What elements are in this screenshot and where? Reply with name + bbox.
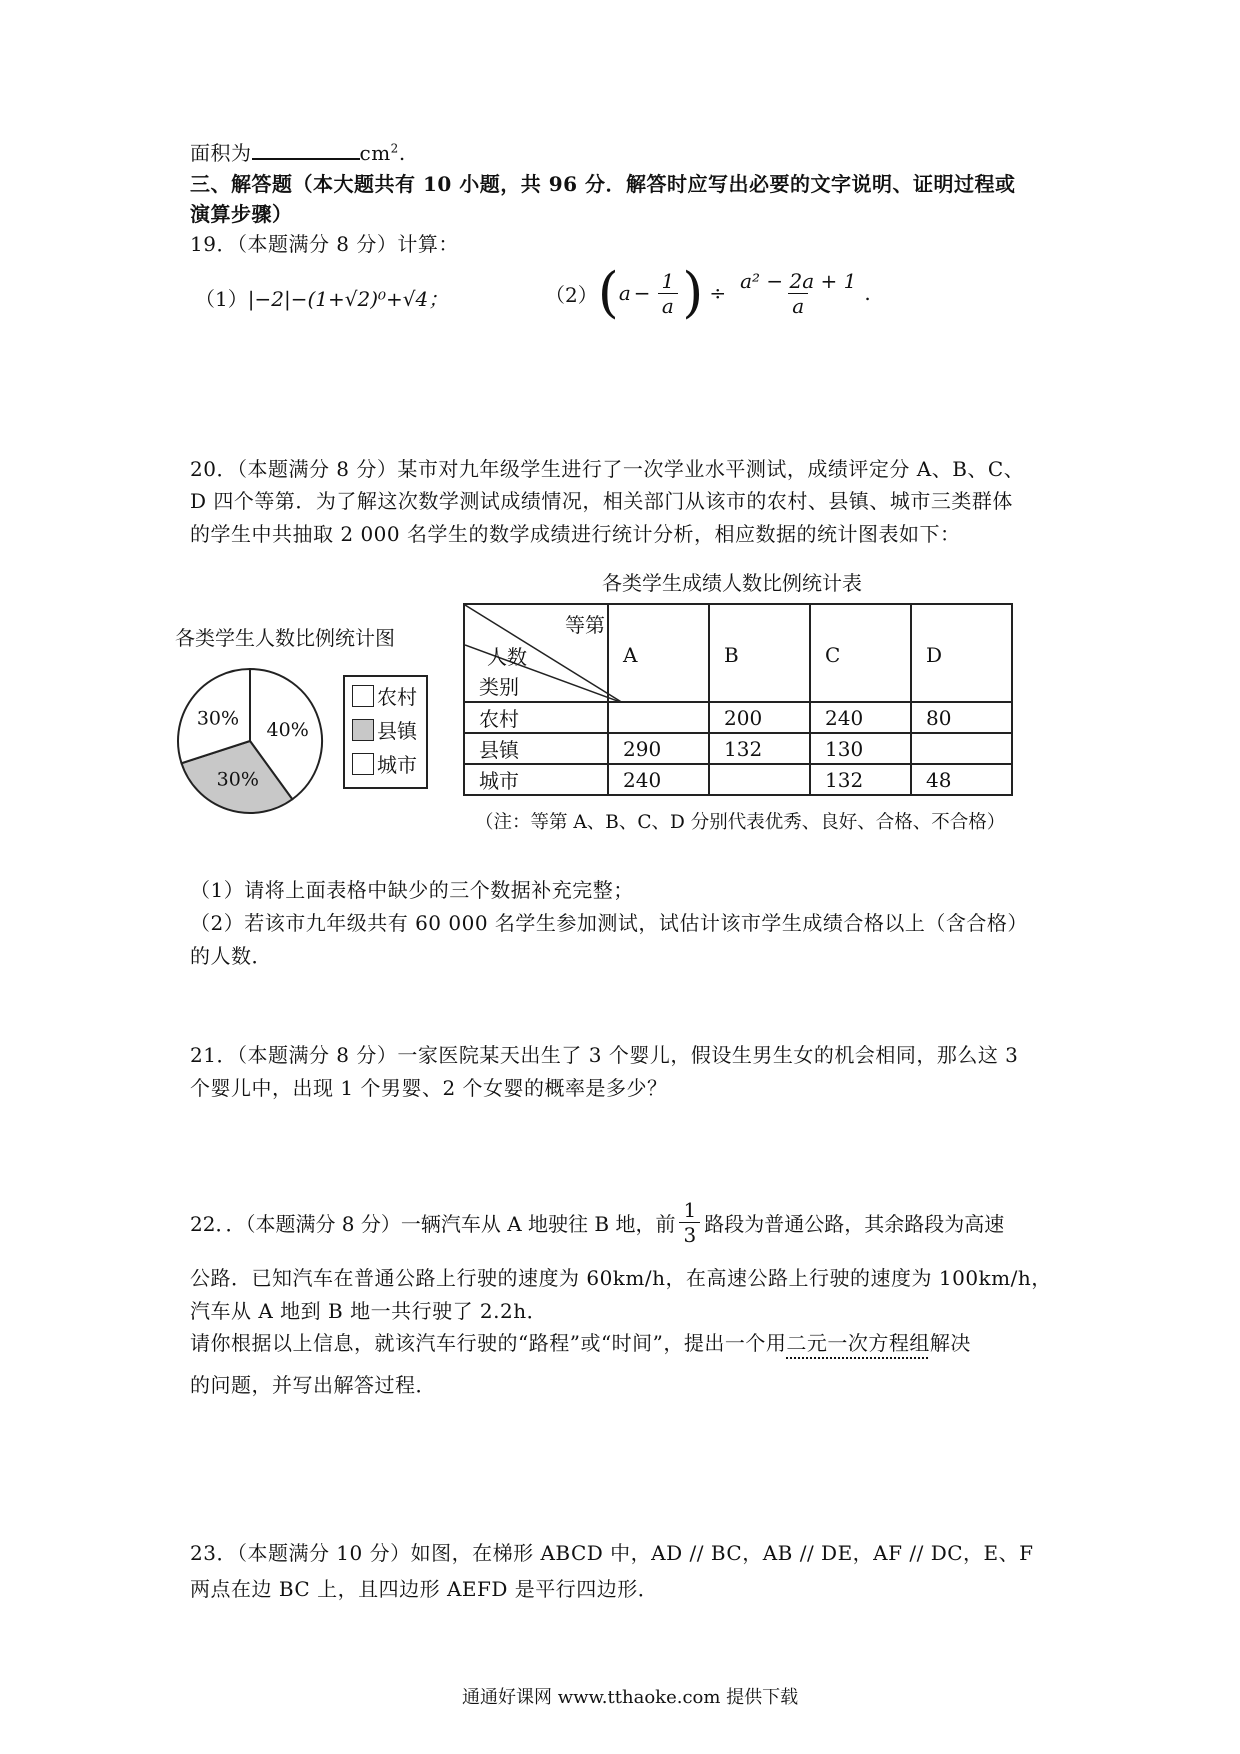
pie-title: 各类学生人数比例统计图	[175, 626, 395, 650]
q19-part1-label: （1）	[195, 287, 248, 311]
fraction-denominator: 3	[679, 1222, 700, 1247]
q22-line4-end: 解决	[929, 1331, 971, 1355]
q19-heading: 19．（本题满分 8 分）计算：	[190, 232, 459, 256]
q22-line4	[190, 1327, 971, 1356]
q19-part1-expression: |−2|−(1+√2)⁰+√4；	[247, 287, 449, 311]
pie-slices	[178, 669, 322, 813]
pie-slice-label-1: 30%	[216, 768, 259, 791]
header-col-b: B	[709, 604, 810, 702]
page-footer: 通通好课网 www.tthaoke.com 提供下载	[462, 1687, 799, 1708]
section3-heading: 三、解答题（本大题共有 10 小题，共 96 分．解答时应写出必要的文字说明、证明过程或	[190, 172, 1016, 196]
q21-line1: 21．（本题满分 8 分）一家医院某天出生了 3 个婴儿，假设生男生女的机会相同，那么这 3	[190, 1043, 1019, 1067]
q22-line4-start: 请你根据以上信息，就该汽车行驶的“路程”或“时间”，提出一个用	[190, 1331, 787, 1355]
section3-heading-cont: 演算步骤）	[190, 202, 293, 226]
table-cell: 200	[709, 702, 810, 733]
fraction-numerator: 1	[683, 1198, 697, 1222]
legend-swatch-town	[352, 719, 374, 741]
fraction-numerator: 1	[661, 268, 675, 293]
pie-legend	[343, 675, 428, 789]
table-cell: 130	[810, 733, 911, 764]
q19-period: .	[864, 281, 871, 305]
table-cell: 132	[810, 764, 911, 795]
q22-line1-end: 路段为普通公路，其余路段为高速	[704, 1212, 1005, 1236]
table-note: （注：等第 A、B、C、D 分别代表优秀、良好、合格、不合格）	[475, 812, 1006, 833]
q20-line3: 的学生中共抽取 2 000 名学生的数学成绩进行统计分析，相应数据的统计图表如下：	[190, 522, 961, 546]
fraction-numerator: a² − 2a + 1	[740, 268, 857, 293]
legend-swatch-city	[352, 753, 374, 775]
table-cell: 80	[911, 702, 1012, 733]
q22-line1-start: 22．．（本题满分 8 分）一辆汽车从 A 地驶往 B 地，前	[190, 1212, 676, 1236]
score-table	[463, 603, 1013, 796]
table-cell	[709, 764, 810, 795]
q21-line2: 个婴儿中，出现 1 个男婴、2 个女婴的概率是多少？	[190, 1076, 668, 1100]
header-count-label: 人数	[487, 645, 527, 669]
q19-divide: ÷	[709, 281, 727, 305]
q22-line2: 公路．已知汽车在普通公路上行驶的速度为 60km/h，在高速公路上行驶的速度为 100km/h，	[190, 1266, 1052, 1290]
left-paren: (	[597, 261, 619, 324]
area-unit: cm	[359, 141, 391, 165]
header-col-c: C	[810, 604, 911, 702]
fraction-denominator: a	[788, 293, 808, 318]
q19-fraction-1-over-a	[658, 269, 679, 318]
pie-chart	[175, 666, 325, 816]
legend-label-city: 城市	[377, 753, 417, 777]
q23-line1: 23．（本题满分 10 分）如图，在梯形 ABCD 中，AD // BC，AB // DE，AF // DC，E、F	[190, 1541, 1034, 1565]
table-title: 各类学生成绩人数比例统计表	[602, 571, 862, 595]
row-label-town: 县镇	[464, 733, 608, 764]
table-cell: 48	[911, 764, 1012, 795]
area-line	[190, 137, 406, 166]
q19-minus: −	[633, 281, 651, 305]
table-cell: 240	[608, 764, 709, 795]
area-suffix: .	[398, 141, 406, 165]
q22-fraction-one-third	[679, 1198, 700, 1247]
pie-slice-label-2: 30%	[196, 707, 240, 730]
table-row	[464, 764, 1012, 795]
header-col-a: A	[608, 604, 709, 702]
q20-sub1: （1）请将上面表格中缺少的三个数据补充完整；	[190, 878, 634, 902]
legend-label-town: 县镇	[377, 719, 417, 743]
q20-line2: D 四个等第．为了解这次数学测试成绩情况，相关部门从该市的农村、县镇、城市三类群体	[190, 489, 1013, 513]
q19-part2-label: （2）	[545, 282, 598, 307]
row-label-city: 城市	[464, 764, 608, 795]
q20-sub2-cont: 的人数．	[190, 944, 272, 968]
table-header-row	[464, 604, 1012, 702]
row-label-rural: 农村	[464, 702, 608, 733]
pie-slice-label-0: 40%	[266, 718, 309, 741]
header-category-label: 类别	[479, 675, 519, 699]
q19-part1	[195, 283, 448, 312]
fraction-denominator: a	[658, 293, 678, 318]
q20-sub2: （2）若该市九年级共有 60 000 名学生参加测试，试估计该市学生成绩合格以上（含合格）	[190, 911, 1028, 935]
table-row	[464, 733, 1012, 764]
area-prefix: 面积为	[190, 141, 252, 165]
table-cell	[911, 733, 1012, 764]
table-cell	[608, 702, 709, 733]
q23-line2: 两点在边 BC 上，且四边形 AEFD 是平行四边形．	[190, 1577, 659, 1601]
diagonal-header-cell	[464, 604, 608, 702]
header-col-d: D	[911, 604, 1012, 702]
answer-blank[interactable]	[252, 140, 360, 160]
q19-var-a: a	[618, 281, 631, 305]
q22-line1	[190, 1198, 1004, 1247]
table-cell: 240	[810, 702, 911, 733]
legend-label-rural: 农村	[377, 685, 417, 709]
area-unit-exponent: 2	[390, 141, 399, 156]
header-grade-label: 等第	[565, 613, 605, 637]
right-paren: )	[682, 261, 704, 324]
q20-line1: 20．（本题满分 8 分）某市对九年级学生进行了一次学业水平测试，成绩评定分 A、B、C、	[190, 457, 1025, 481]
q22-line3: 汽车从 A 地到 B 地一共行驶了 2.2h．	[190, 1299, 548, 1323]
legend-swatch-rural	[352, 685, 374, 707]
table-cell: 290	[608, 733, 709, 764]
table-row	[464, 702, 1012, 733]
table-cell: 132	[709, 733, 810, 764]
q22-line5: 的问题，并写出解答过程．	[190, 1373, 436, 1397]
q19-fraction-polynomial	[736, 269, 860, 318]
q22-emphasized-term: 二元一次方程组	[786, 1331, 930, 1355]
q19-part2	[545, 258, 871, 328]
